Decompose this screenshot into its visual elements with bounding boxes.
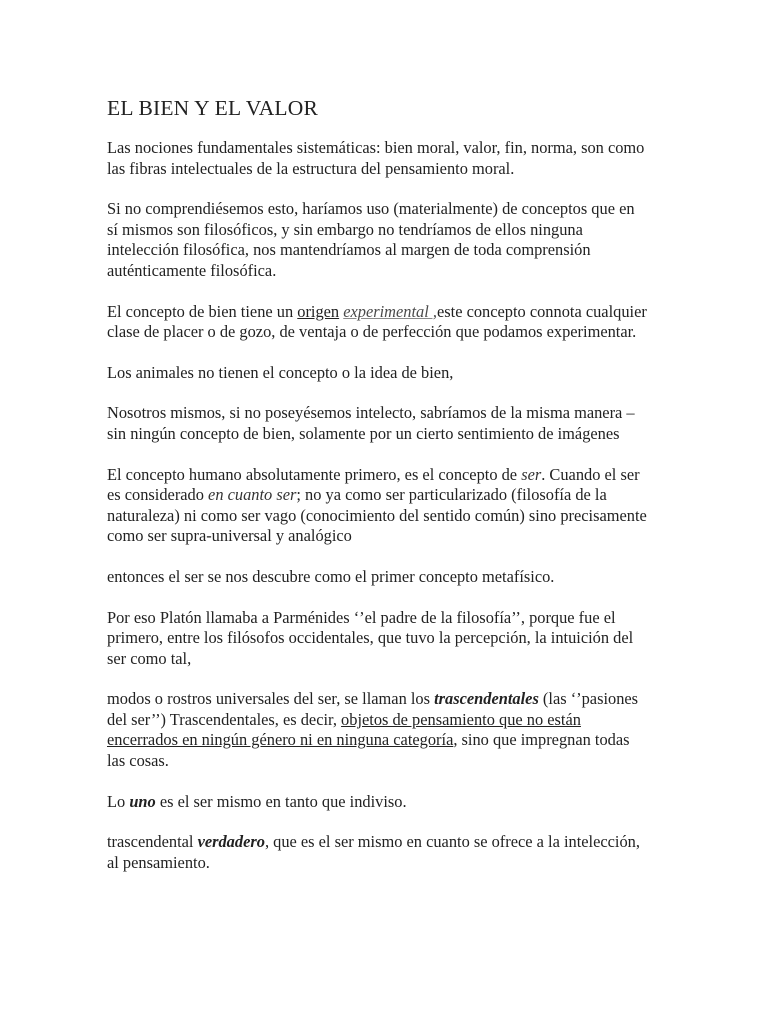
experimental-link[interactable]: experimental , <box>343 301 437 321</box>
p3-text-pre: El concepto de bien tiene un <box>107 301 298 321</box>
paragraph-2: Si no comprendiésemos esto, haríamos uso (materialmente) de conceptos que en sí mismos son filosóficos, y sin embargo no tendríamos de ellos ninguna intelección filosófica, nos mantendríamos al margen de toda comprensión auténticamente filosófica. <box>107 199 635 280</box>
italic-en-cuanto-ser: en cuanto ser <box>208 485 297 505</box>
p11-text-pre: trascendental <box>107 832 198 852</box>
paragraph-11 <box>107 832 648 873</box>
paragraph-5: Nosotros mismos, si no poseyésemos intelecto, sabríamos de la misma manera – sin ningún concepto de bien, solamente por un cierto sentimiento de imágenes <box>107 403 635 443</box>
p11-text-post: , que es el ser mismo en cuanto se ofrece a la intelección, al pensamiento. <box>107 832 640 872</box>
p9-text-mid: (las ‘’pasiones del ser’’) Trascendentales, es decir, <box>107 689 639 729</box>
paragraph-4: Los animales no tienen el concepto o la idea de bien, <box>107 362 454 382</box>
paragraph-9 <box>107 689 648 771</box>
p3-text-post: este concepto connota cualquier clase de placer o de gozo, de ventaja o de perfección que podamos experimentar. <box>107 301 647 342</box>
p6-text-mid: . Cuando el ser es considerado <box>107 464 640 505</box>
document-title: EL BIEN Y EL VALOR <box>107 96 319 120</box>
paragraph-8: Por eso Platón llamaba a Parménides ‘’el padre de la filosofía’’, porque fue el primero, entre los filósofos occidentales, que tuvo la percepción, la intuición del ser como tal, <box>107 607 634 668</box>
paragraph-7: entonces el ser se nos descubre como el primer concepto metafísico. <box>107 566 555 586</box>
paragraph-1: Las nociones fundamentales sistemáticas: bien moral, valor, fin, norma, son como las fibras intelectuales de la estructura del pensamiento moral. <box>107 138 645 178</box>
p6-text-post: ; no ya como ser particularizado (filosofía de la naturaleza) ni como ser vago (conocimiento del sentido común) sino precisamente como ser supra-universal y analógico <box>107 485 647 546</box>
italic-ser: ser <box>521 464 542 484</box>
p6-text-pre: El concepto humano absolutamente primero, es el concepto de <box>107 464 522 484</box>
bold-verdadero: verdadero <box>197 832 265 852</box>
bold-trascendentales: trascendentales <box>434 689 539 709</box>
p9-text-pre: modos o rostros universales del ser, se llaman los <box>107 689 435 709</box>
underlined-word-origen: origen <box>297 301 340 321</box>
p10-text-post: es el ser mismo en tanto que indiviso. <box>155 791 407 811</box>
bold-uno: uno <box>129 791 156 811</box>
p9-text-post: , sino que impregnan todas las cosas. <box>107 730 630 771</box>
paragraph-10 <box>107 792 648 813</box>
p10-text-pre: Lo <box>107 791 130 811</box>
underlined-phrase-objetos: objetos de pensamiento que no están encerrados en ningún género ni en ninguna categoría <box>107 709 581 750</box>
paragraph-3 <box>107 302 648 343</box>
paragraph-6 <box>107 465 648 547</box>
